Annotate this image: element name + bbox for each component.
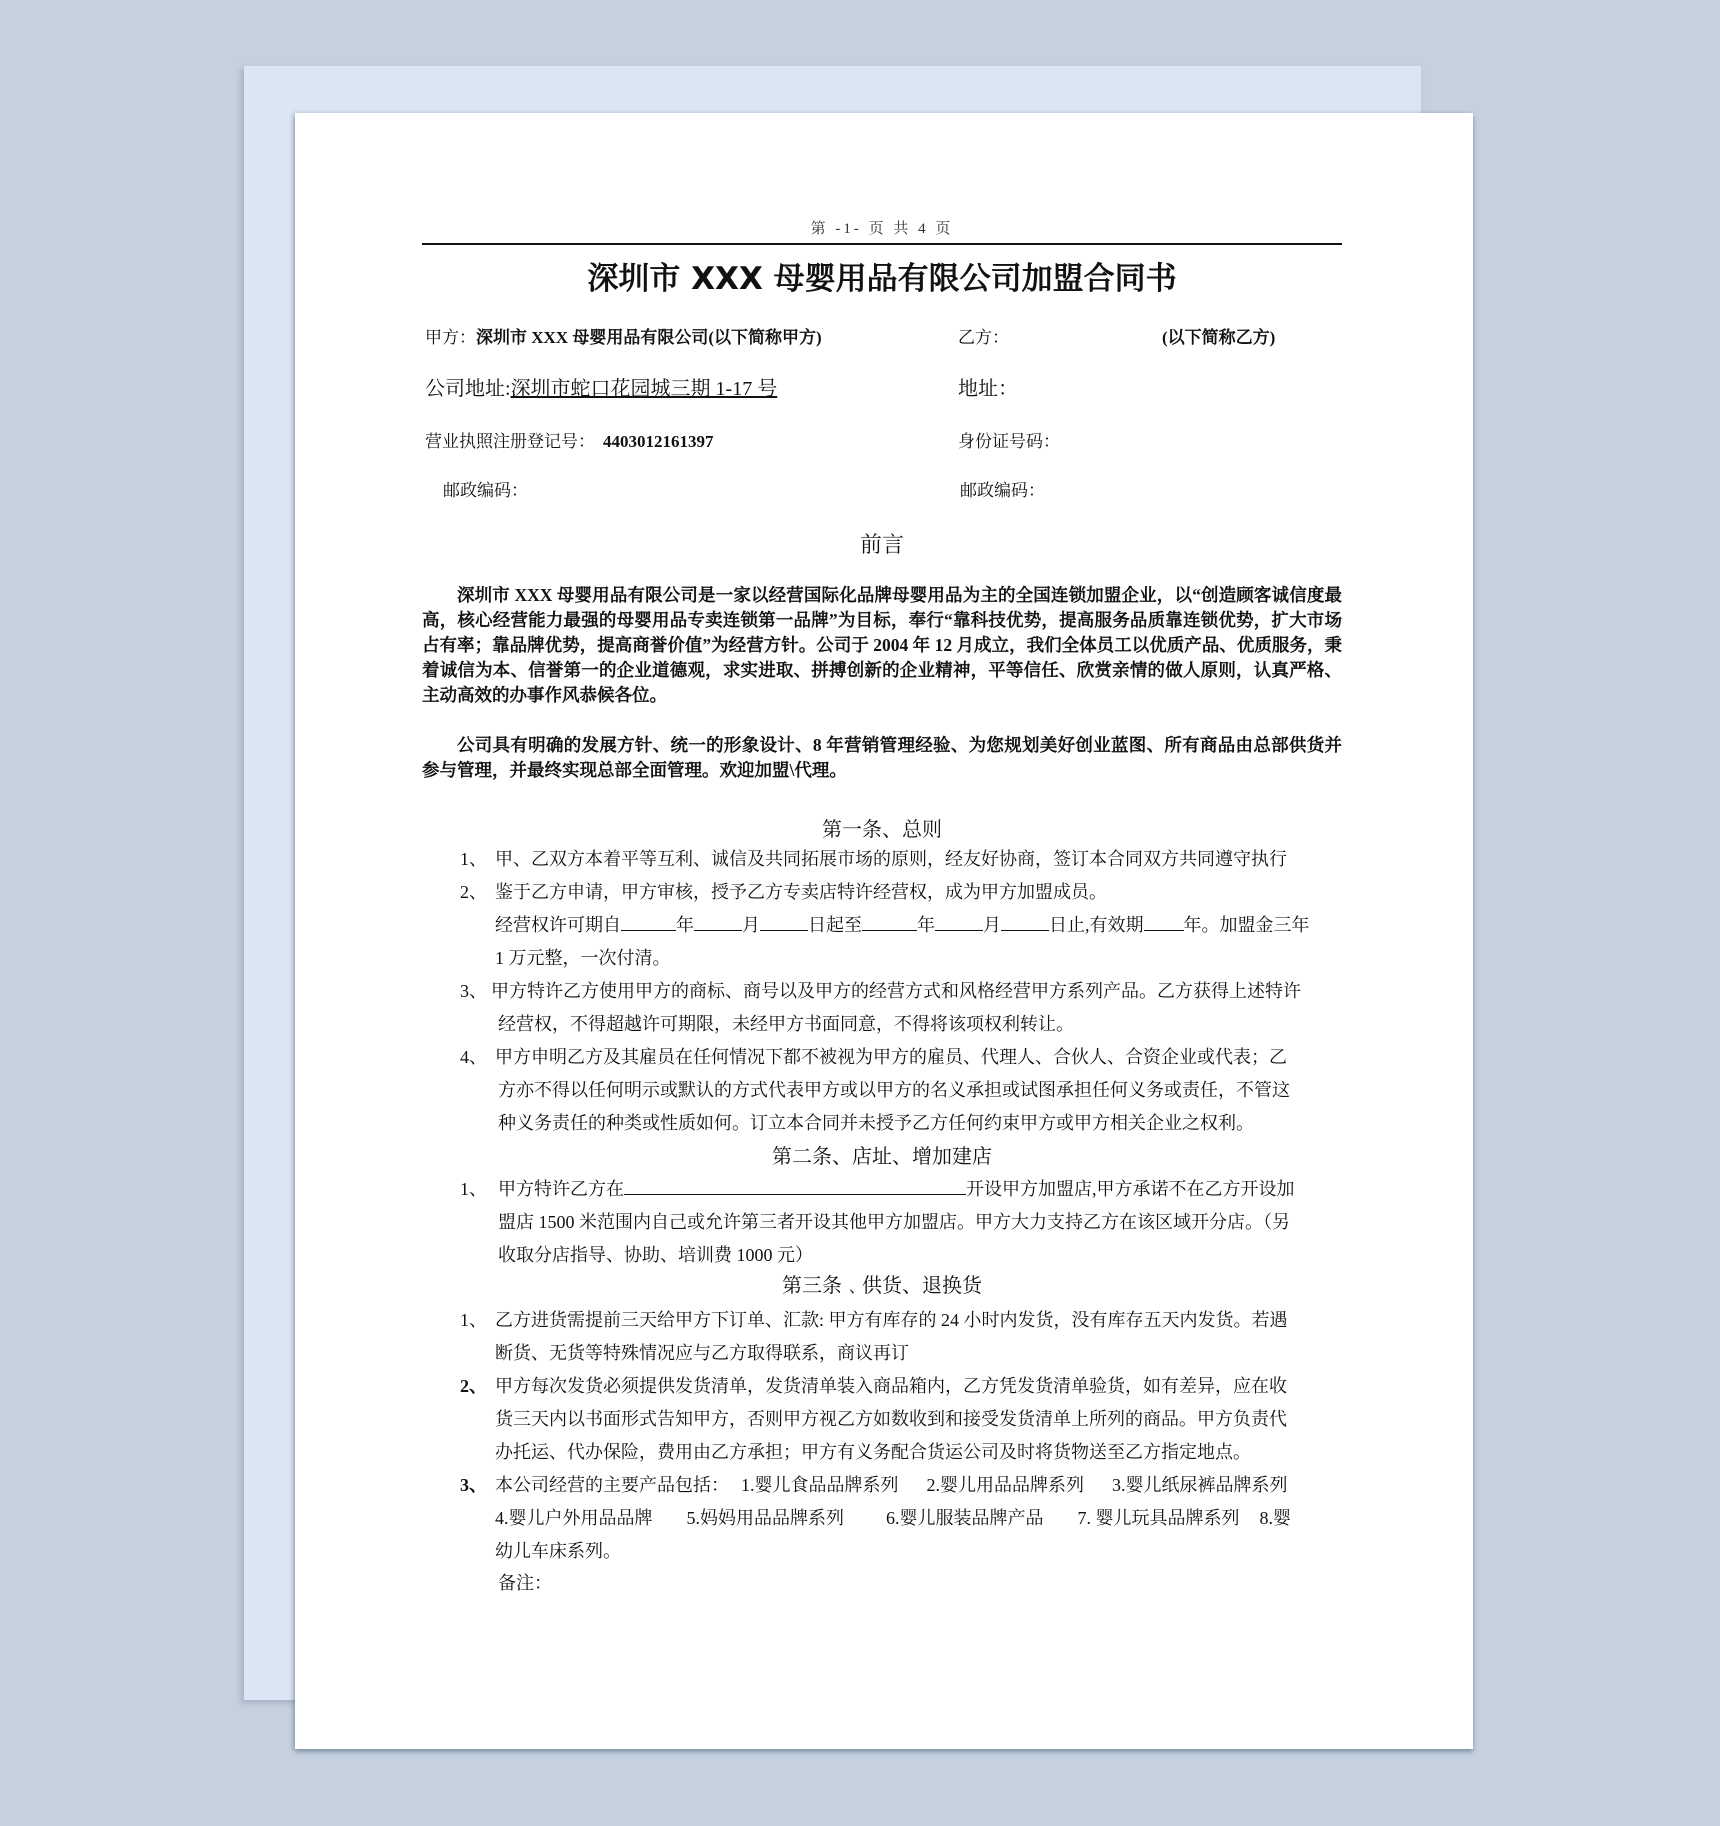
header-divider [422,243,1342,245]
article-3-item-1-text: 乙方进货需提前三天给甲方下订单、汇款: 甲方有库存的 24 小时内发货，没有库存五天内发货。若遇 [495,1310,1288,1330]
article-1-item-1-num: 1、 [460,849,487,869]
article-1-title: 第一条、总则 [822,819,942,841]
article-1-item-4-num: 4、 [460,1047,487,1067]
article-1-item-2-text: 鉴于乙方申请，甲方审核，授予乙方专卖店特许经营权，成为甲方加盟成员。 [495,882,1107,902]
end-year-blank[interactable] [862,914,917,931]
party-a-address [425,372,777,401]
end-month-blank[interactable] [935,914,983,931]
preface-title: 前言 [859,532,904,557]
product-item: 7. 婴儿玩具品牌系列 [1077,1508,1240,1528]
note-label: 备注： [498,1573,552,1593]
page-indicator: 第 -1- 页 共 4 页 [810,221,954,237]
article-3-item-2-text: 办托运、代办保险，费用由乙方承担；甲方有义务配合货运公司及时将货物送至乙方指定地点。 [495,1442,1251,1462]
party-b-postcode-label: 邮政编码： [960,481,1045,500]
article-1-item-4-text: 种义务责任的种类或性质如何。订立本合同并未授予乙方任何约束甲方或甲方相关企业之权利。 [498,1113,1254,1133]
article-3-item-2-text: 货三天内以书面形式告知甲方，否则甲方视乙方如数收到和接受发货清单上所列的商品。甲方负责代 [495,1409,1287,1429]
article-1-item-4-text: 甲方申明乙方及其雇员在任何情况下都不被视为甲方的雇员、代理人、合伙人、合资企业或代表；乙 [495,1047,1287,1067]
article-3-title: 第三条﹑供货、退换货 [782,1275,982,1297]
article-2-item-1-text: 收取分店指导、协助、培训费 1000 元） [498,1245,813,1265]
article-3-item-2-text: 甲方每次发货必须提供发货清单，发货清单装入商品箱内，乙方凭发货清单验货，如有差异，应在收 [495,1376,1287,1396]
article-3-item-2-num: 2、 [460,1376,487,1396]
product-item: 4.婴儿户外用品品牌 [495,1508,653,1528]
article-2-item-1-text: 盟店 1500 米范围内自己或允许第三者开设其他甲方加盟店。甲方大力支持乙方在该区域开分店。（另 [498,1212,1290,1232]
party-b-name-suffix: (以下简称乙方) [1162,328,1276,347]
party-a-address-value: 深圳市蛇口花园城三期 1-17 号 [510,378,778,400]
article-2-item-1-num: 1、 [460,1179,487,1199]
product-item: 6.婴儿服装品牌产品 [886,1508,1044,1528]
article-2-item-1-line: 甲方特许乙方在 开设甲方加盟店,甲方承诺不在乙方开设加 [498,1179,1295,1199]
party-a-postcode-label: 邮政编码： [443,481,528,500]
article-1-item-3-text: 甲方特许乙方使用甲方的商标、商号以及甲方的经营方式和风格经营甲方系列产品。乙方获得上述特许 [491,981,1301,1001]
party-a-name-label: 甲方： [425,328,476,347]
preface-paragraph: 公司具有明确的发展方针、统一的形象设计、8 年营销管理经验、为您规划美好创业蓝图、所有商品由总部供货并参与管理，并最终实现总部全面管理。欢迎加盟\代理。 [422,735,1342,780]
preface-paragraph: 深圳市 XXX 母婴用品有限公司是一家以经营国际化品牌母婴用品为主的全国连锁加盟企业，以“创造顾客诚信度最高，核心经营能力最强的母婴用品专卖连锁第一品牌”为目标，奉行“靠科技优势，提高服务品质靠连锁优势，扩大市场占有率；靠品牌优势，提高商誉价值”为经营方针。公司于 2004 年 12 月成立，我们全体员工以优质产品、优质服务，秉着诚信为本、信誉第一的企业道德观，求实进取、拼搏创新的企业精神，平等信任、欣赏亲情的做人原则，认真严格、主动高效的办事作风恭候各位。 [422,585,1342,705]
product-item: 3.婴儿纸尿裤品牌系列 [1112,1475,1288,1495]
article-3-item-1-num: 1、 [460,1310,487,1330]
article-1-item-3-text: 经营权，不得超越许可期限，未经甲方书面同意，不得将该项权利转让。 [498,1014,1074,1034]
start-day-blank[interactable] [760,914,808,931]
party-a-license-label: 营业执照注册登记号： [425,432,595,451]
article-1-item-1-text: 甲、乙双方本着平等互利、诚信及共同拓展市场的原则，经友好协商，签订本合同双方共同遵守执行 [495,849,1287,869]
article-1-fee-line: 1 万元整，一次付清。 [495,948,671,968]
store-location-blank[interactable] [624,1178,966,1195]
start-month-blank[interactable] [694,914,742,931]
article-2-title: 第二条、店址、增加建店 [772,1146,992,1168]
product-item: 8.婴 [1259,1508,1291,1528]
article-3-products-line [495,1504,1291,1530]
article-1-item-3-num: 3、 [460,981,487,1001]
party-b-name-label: 乙方： [958,328,1009,347]
article-3-item-3-text: 幼儿车床系列。 [495,1541,621,1561]
party-b-address-label: 地址： [958,378,1018,400]
product-item: 2.婴儿用品品牌系列 [926,1475,1084,1495]
party-a-address-label: 公司地址: [425,378,511,400]
party-a-name-value: 深圳市 XXX 母婴用品有限公司(以下简称甲方) [476,328,822,347]
article-3-item-3-text: 本公司经营的主要产品包括： 1.婴儿食品品牌系列 2.婴儿用品品牌系列 3.婴儿纸尿裤品牌系列 [495,1475,1288,1495]
article-3-item-3-num: 3、 [460,1475,487,1495]
document-page [295,113,1473,1749]
start-year-blank[interactable] [621,914,676,931]
article-1-item-2-num: 2、 [460,882,487,902]
article-1-term-line: 经营权许可期自 年 月 日起至 年 月 日止,有效期 年。加盟金三年 [495,915,1310,935]
validity-blank[interactable] [1144,914,1184,931]
end-day-blank[interactable] [1001,914,1049,931]
party-b-id-label: 身份证号码： [958,432,1060,451]
article-3-item-1-text: 断货、无货等特殊情况应与乙方取得联系，商议再订 [495,1343,909,1363]
product-item: 5.妈妈用品品牌系列 [686,1508,844,1528]
party-a-name [425,323,822,348]
product-item: 1.婴儿食品品牌系列 [741,1475,899,1495]
document-title: 深圳市 XXX 母婴用品有限公司加盟合同书 [587,261,1177,297]
party-a-license-value: 4403012161397 [603,432,714,451]
party-a-license [425,427,714,452]
article-1-item-4-text: 方亦不得以任何明示或默认的方式代表甲方或以甲方的名义承担或试图承担任何义务或责任，不管这 [498,1080,1290,1100]
